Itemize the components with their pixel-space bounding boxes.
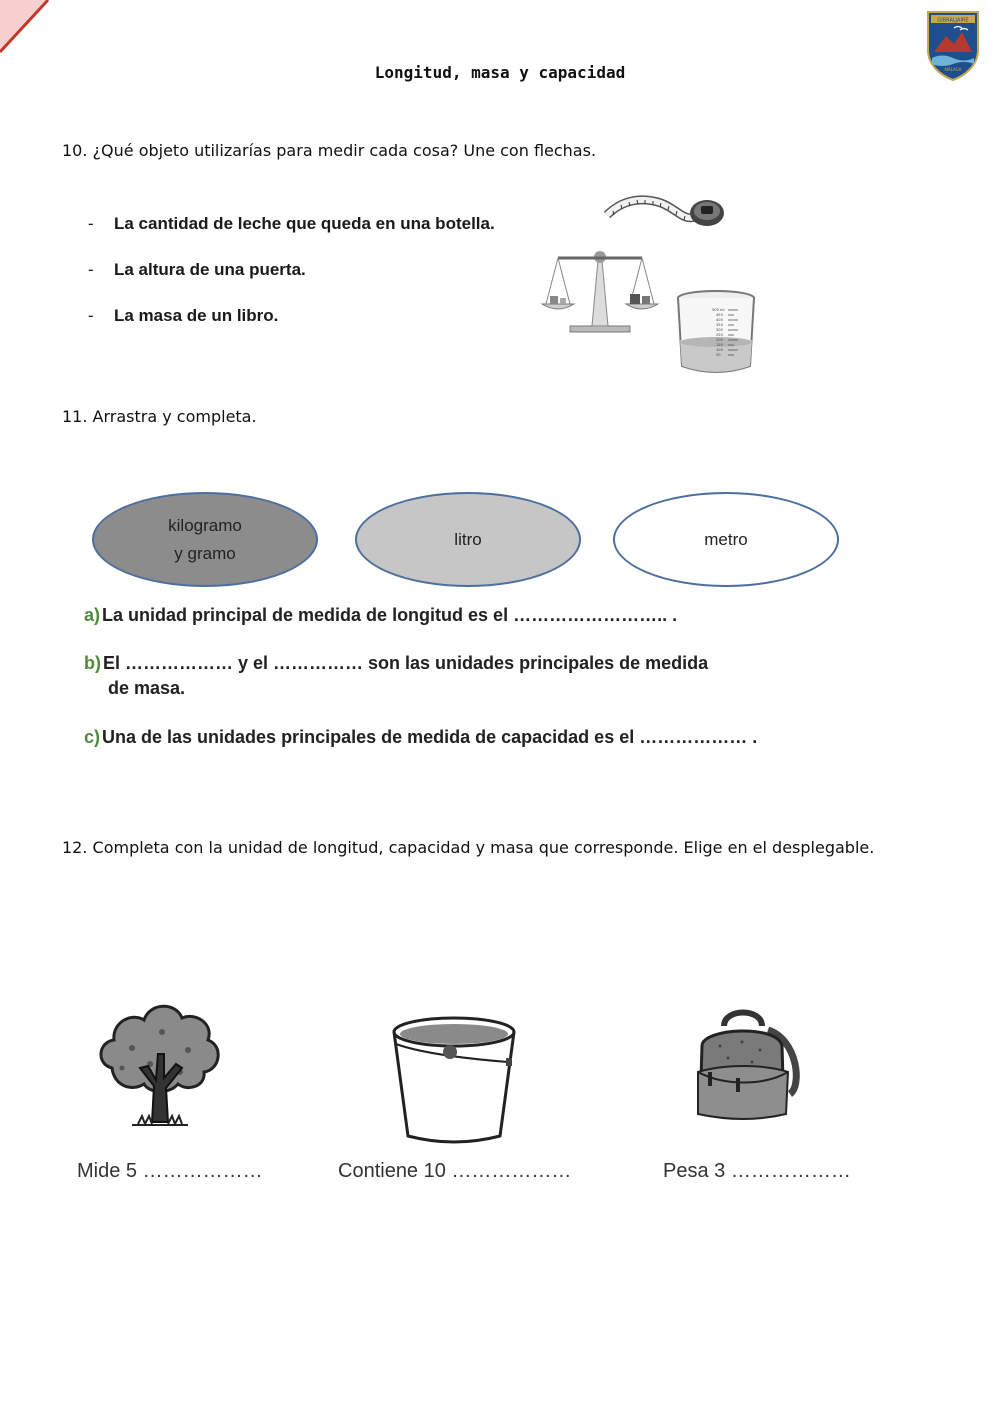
question-10-list [88,214,495,352]
jug-mark-100: 100 [716,348,723,352]
tape-measure-icon[interactable] [603,193,727,235]
jug-mark-250: 250 [716,333,723,337]
jug-mark-50: 50 [716,353,721,357]
statement-b-continued: de masa. [108,678,186,698]
jug-mark-300: 300 [716,328,723,332]
statement-label: c) [84,727,101,747]
caption-contiene[interactable]: Contiene 10 ……………… [338,1160,572,1182]
jug-mark-150: 150 [716,343,723,347]
jug-mark-400: 400 [716,318,723,322]
statement-a[interactable] [84,605,677,626]
oval-line-1: kilogramo [168,515,242,535]
question-11-prompt: 11. Arrastra y completa. [62,407,257,426]
jug-mark-500: 500 ml [712,308,725,312]
item-text: La cantidad de leche que queda en una botella. [114,214,495,233]
crest-bottom-text: MÁLAGA [944,67,962,72]
caption-mide[interactable]: Mide 5 ……………… [77,1160,263,1182]
balance-scale-icon[interactable] [540,246,660,336]
question-12-prompt: 12. Completa con la unidad de longitud, capacidad y masa que corresponde. Elige en el desplegable. [62,838,875,857]
list-item[interactable] [88,306,495,352]
statement-text: El ……………… y el …………… son las unidades principales de medida [103,653,709,673]
bucket-icon [388,1000,524,1146]
backpack-icon [684,1006,804,1126]
statement-text: La unidad principal de medida de longitud es el …………………….. . [102,605,678,625]
caption-pesa[interactable]: Pesa 3 ……………… [663,1160,851,1182]
statement-label: a) [84,605,101,625]
corner-stripe [0,0,60,60]
statement-b[interactable] [84,653,708,674]
tree-icon [92,998,224,1130]
dash-bullet: - [88,306,94,325]
drag-option-kilogramo[interactable] [92,492,318,587]
question-10-prompt: 10. ¿Qué objeto utilizarías para medir cada cosa? Une con flechas. [62,141,597,160]
crest-top-text: GIBRALJAIRE [937,17,969,24]
statement-c[interactable] [84,727,757,748]
item-text: La masa de un libro. [114,306,279,325]
oval-line-2: y gramo [174,543,236,563]
jug-mark-200: 200 [716,338,723,342]
statement-text: Una de las unidades principales de medida de capacidad es el ……………… . [102,727,758,747]
list-item[interactable] [88,260,495,306]
item-text: La altura de una puerta. [114,260,306,279]
drag-option-metro[interactable] [613,492,839,587]
dash-bullet: - [88,214,94,233]
drag-option-litro[interactable] [355,492,581,587]
jug-mark-350: 350 [716,323,723,327]
statement-label: b) [84,653,101,673]
page-title: Longitud, masa y capacidad [374,63,626,82]
oval-line-1: metro [704,529,748,549]
list-item[interactable] [88,214,495,260]
measuring-jug-icon[interactable] [672,288,760,376]
dash-bullet: - [88,260,94,279]
jug-mark-450: 450 [716,313,723,317]
oval-line-1: litro [454,529,482,549]
